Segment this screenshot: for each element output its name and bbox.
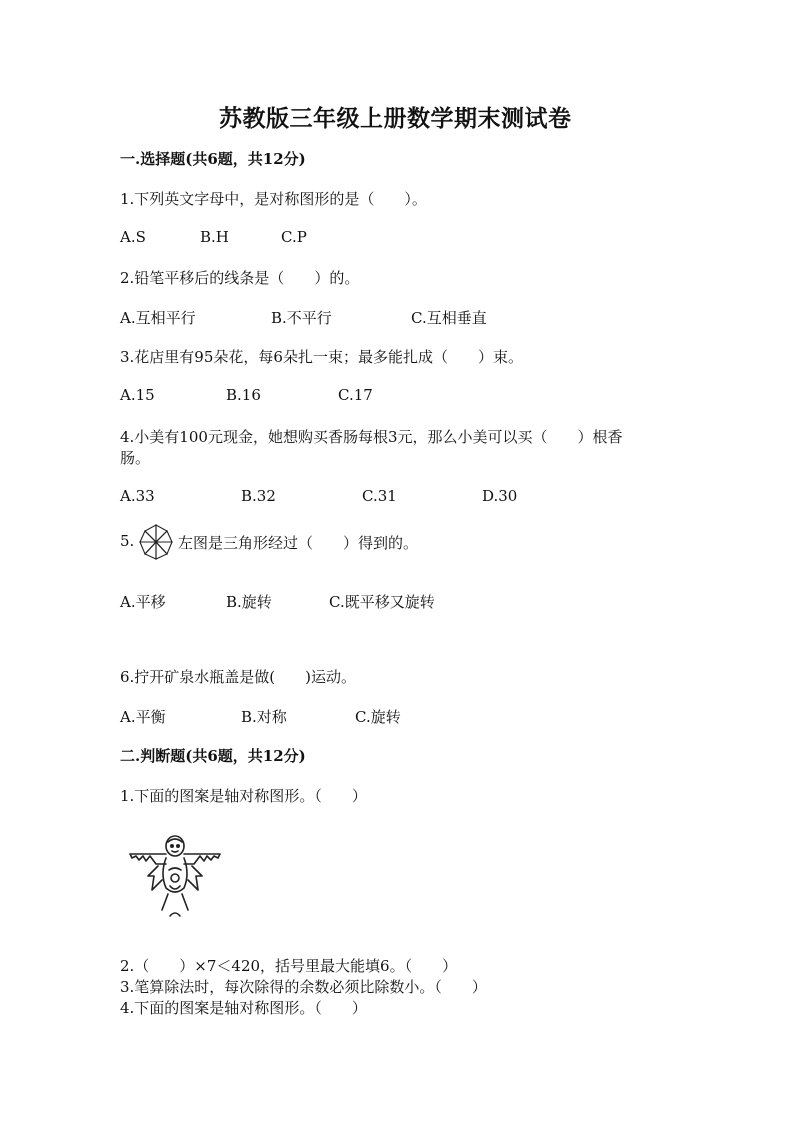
option-6b: B.对称 xyxy=(241,708,287,726)
pinwheel-figure-icon xyxy=(138,523,174,561)
section-heading-judgement: 二.判断题(共6题，共12分) xyxy=(120,747,306,765)
judgement-question-3: 3.笔算除法时，每次除得的余数必须比除数小。（ ） xyxy=(120,978,487,996)
option-4b: B.32 xyxy=(241,487,276,505)
kite-figure-icon xyxy=(128,834,224,920)
option-4a: A.33 xyxy=(120,487,155,505)
option-4c: C.31 xyxy=(362,487,397,505)
option-2b: B.不平行 xyxy=(271,309,332,327)
option-5c: C.既平移又旋转 xyxy=(329,593,435,611)
judgement-question-1: 1.下面的图案是轴对称图形。（ ） xyxy=(120,787,367,805)
question-2: 2.铅笔平移后的线条是（ ）的。 xyxy=(120,269,360,287)
option-4d: D.30 xyxy=(482,487,518,505)
question-5-number: 5. xyxy=(120,532,135,550)
page-title: 苏教版三年级上册数学期末测试卷 xyxy=(219,105,572,132)
judgement-question-4: 4.下面的图案是轴对称图形。（ ） xyxy=(120,999,367,1017)
option-1b: B.H xyxy=(200,228,229,246)
section-heading-choice: 一.选择题(共6题，共12分) xyxy=(120,150,306,168)
option-2c: C.互相垂直 xyxy=(411,309,487,327)
judgement-question-2: 2.（ ）×7＜420，括号里最大能填6。（ ） xyxy=(120,957,458,975)
question-1: 1.下列英文字母中，是对称图形的是（ ）。 xyxy=(120,190,427,208)
option-3a: A.15 xyxy=(120,386,155,404)
question-4-line2: 肠。 xyxy=(120,449,151,467)
question-6: 6.拧开矿泉水瓶盖是做( )运动。 xyxy=(120,668,357,686)
option-1a: A.S xyxy=(120,228,146,246)
option-6c: C.旋转 xyxy=(355,708,401,726)
question-5-text: 左图是三角形经过（ ）得到的。 xyxy=(178,534,419,552)
option-6a: A.平衡 xyxy=(120,708,166,726)
option-5b: B.旋转 xyxy=(226,593,272,611)
option-1c: C.P xyxy=(281,228,307,246)
question-4-line1: 4.小美有100元现金，她想购买香肠每根3元，那么小美可以买（ ）根香 xyxy=(120,428,623,446)
option-3c: C.17 xyxy=(338,386,373,404)
question-3: 3.花店里有95朵花，每6朵扎一束；最多能扎成（ ）束。 xyxy=(120,348,523,366)
option-2a: A.互相平行 xyxy=(120,309,196,327)
option-5a: A.平移 xyxy=(120,593,166,611)
option-3b: B.16 xyxy=(226,386,261,404)
